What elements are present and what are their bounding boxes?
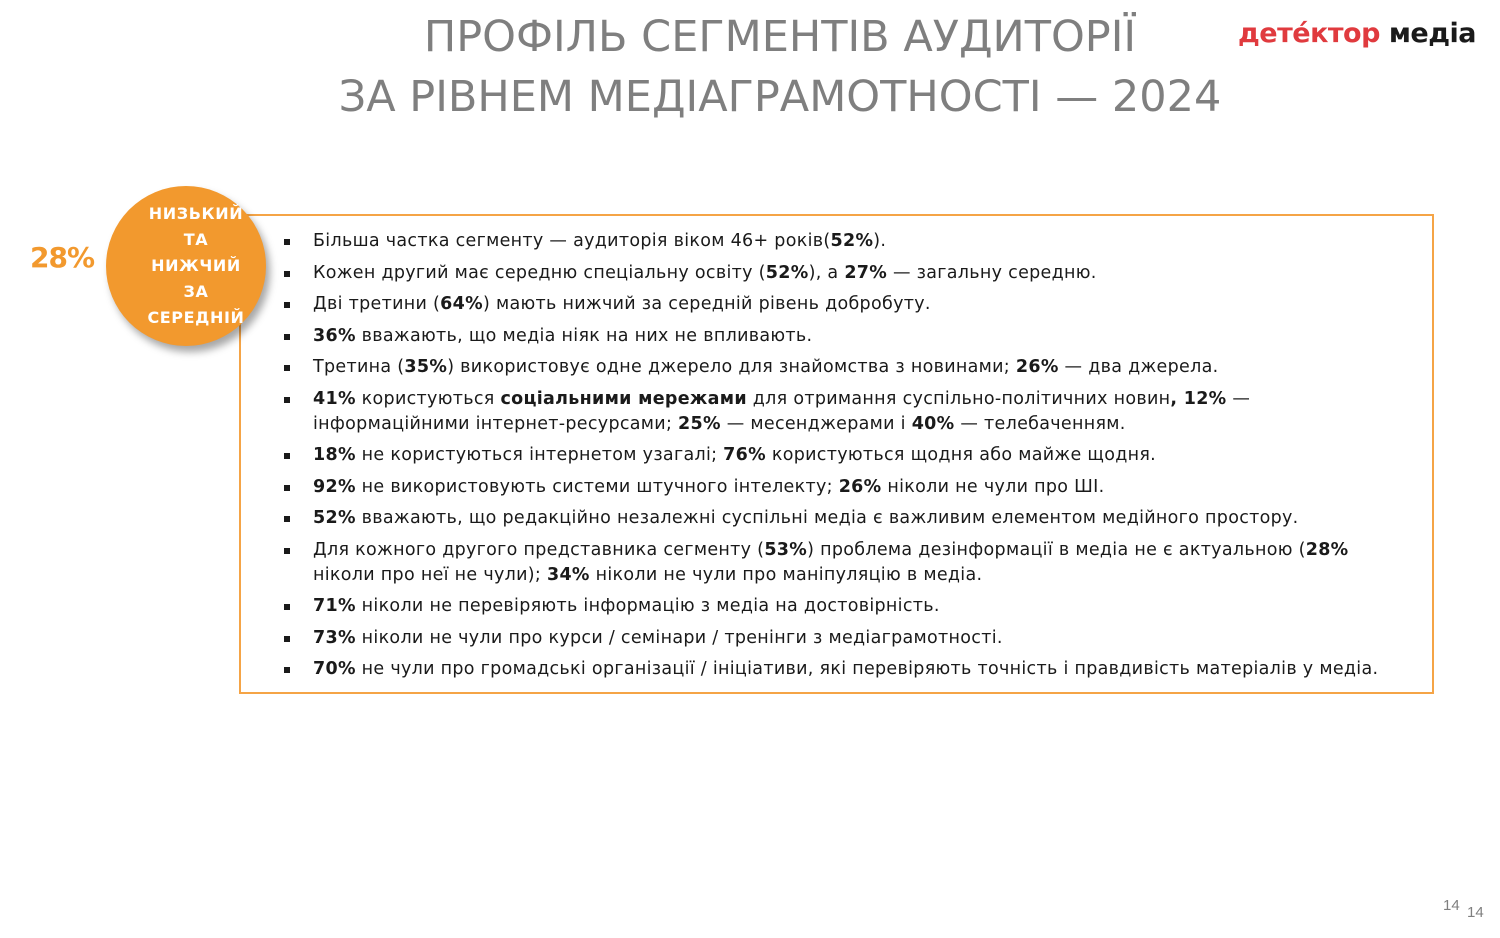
square-bullet-icon — [284, 485, 290, 491]
list-item — [282, 292, 1402, 317]
list-item-highlight: 25% — [678, 413, 721, 434]
list-item-highlight: 92% — [313, 476, 356, 497]
list-item-highlight: 18% — [313, 445, 356, 465]
list-item — [282, 324, 1402, 349]
list-item-text: не використовують системи штучного інтелекту; — [355, 476, 839, 497]
list-item-text: — загальну середню. — [887, 262, 1097, 283]
segment-share: 28% — [30, 241, 95, 274]
list-item-text: користуються щодня або майже щодня. — [765, 445, 1157, 465]
list-item-highlight: , 12% — [1170, 388, 1227, 409]
page-title-line-2: ЗА РІВНЕМ МЕДІАГРАМОТНОСТІ — 2024 — [338, 72, 1222, 122]
list-item-text: — інформаційними інтернет-ресурсами; — [313, 388, 1251, 434]
list-item-text: вважають, що медіа ніяк на них не впливають. — [355, 325, 813, 346]
list-item-highlight: 52% — [313, 508, 356, 528]
list-item-highlight: 40% — [911, 413, 955, 434]
list-item-highlight: 70% — [313, 659, 356, 679]
list-item-highlight: 52% — [765, 262, 809, 283]
list-item-text: ) мають нижчий за середній рівень добробуту. — [482, 294, 931, 314]
list-item-highlight: 26% — [838, 476, 882, 497]
list-item-text: ніколи не чули про курси / семінари / тренінги з медіаграмотності. — [355, 627, 1003, 648]
list-item-highlight: 73% — [313, 627, 356, 648]
list-item-text: Для кожного другого представника сегменту ( — [313, 539, 765, 560]
square-bullet-icon — [284, 302, 290, 308]
list-item-text: — два джерела. — [1058, 357, 1219, 377]
square-bullet-icon — [284, 604, 290, 610]
list-item-text: ніколи про неї не чули); — [313, 564, 547, 585]
segment-label-line-1: НИЗЬКИЙ ТА — [148, 204, 244, 249]
list-item-text: для отримання суспільно-політичних новин — [746, 388, 1171, 409]
logo-part-media: медіа — [1388, 18, 1477, 49]
list-item-text: Дві третини ( — [313, 294, 441, 314]
list-item — [282, 387, 1402, 437]
list-item — [282, 443, 1402, 468]
list-item-text: ) використовує одне джерело для знайомства з новинами; — [447, 357, 1016, 377]
list-item-text: ) проблема дезінформації в медіа не є актуальною ( — [807, 539, 1306, 560]
list-item-highlight: 76% — [723, 445, 766, 465]
segment-facts-list — [282, 229, 1402, 689]
square-bullet-icon — [284, 239, 290, 245]
list-item-text: не чули про громадські організації / ініціативи, які перевіряють точність і правдивість матеріалів у медіа. — [355, 659, 1379, 679]
detector-media-logo — [1238, 18, 1476, 49]
list-item-text: — месенджерами і — [720, 413, 912, 434]
square-bullet-icon — [284, 365, 290, 371]
list-item — [282, 261, 1402, 286]
list-item — [282, 538, 1402, 588]
list-item — [282, 229, 1402, 254]
list-item-highlight: 27% — [844, 262, 888, 283]
list-item — [282, 626, 1402, 651]
list-item-highlight: 41% — [313, 388, 356, 409]
segment-badge-label — [116, 201, 256, 331]
list-item — [282, 506, 1402, 531]
page-title-line-1: ПРОФІЛЬ СЕГМЕНТІВ АУДИТОРІЇ — [423, 12, 1137, 62]
list-item-text: ніколи не перевіряють інформацію з медіа на достовірність. — [355, 596, 940, 616]
list-item-text: ). — [873, 231, 887, 251]
segment-label-line-3: СЕРЕДНІЙ — [147, 308, 245, 327]
logo-part-detector: детéктор — [1238, 18, 1380, 49]
square-bullet-icon — [284, 667, 290, 673]
square-bullet-icon — [284, 334, 290, 340]
list-item-text: вважають, що редакційно незалежні суспільні медіа є важливим елементом медійного простору. — [355, 508, 1299, 528]
list-item-highlight: 26% — [1015, 357, 1059, 377]
list-item-text: ніколи не чули про маніпуляцію в медіа. — [589, 564, 983, 585]
square-bullet-icon — [284, 516, 290, 522]
list-item-highlight: 36% — [313, 325, 356, 346]
list-item-text: — телебаченням. — [954, 413, 1126, 434]
square-bullet-icon — [284, 453, 290, 459]
list-item — [282, 594, 1402, 619]
list-item — [282, 657, 1402, 682]
list-item-text: не користуються інтернетом узагалі; — [355, 445, 724, 465]
list-item-highlight: 34% — [546, 564, 590, 585]
list-item-highlight: 52% — [830, 231, 874, 251]
list-item-highlight: 53% — [764, 539, 808, 560]
page-number: 14 — [1443, 897, 1460, 914]
list-item — [282, 355, 1402, 380]
list-item-highlight: 28% — [1305, 539, 1349, 560]
list-item — [282, 475, 1402, 500]
list-item-highlight: 64% — [440, 294, 483, 314]
square-bullet-icon — [284, 548, 290, 554]
list-item-text: Третина ( — [313, 357, 405, 377]
list-item-highlight: 35% — [404, 357, 448, 377]
square-bullet-icon — [284, 271, 290, 277]
page-number-footer: 14 — [1467, 904, 1484, 921]
list-item-text: ), а — [808, 262, 845, 283]
square-bullet-icon — [284, 636, 290, 642]
list-item-text: користуються — [355, 388, 501, 409]
list-item-highlight: 71% — [313, 596, 356, 616]
square-bullet-icon — [284, 397, 290, 403]
list-item-text: Кожен другий має середню спеціальну освіту ( — [313, 262, 766, 283]
list-item-text: Більша частка сегменту — аудиторія віком 46+ років( — [313, 231, 831, 251]
list-item-highlight: соціальними мережами — [500, 388, 747, 409]
list-item-text: ніколи не чули про ШІ. — [881, 476, 1105, 497]
segment-label-line-2: НИЖЧИЙ ЗА — [151, 256, 241, 301]
segment-badge — [106, 186, 266, 346]
